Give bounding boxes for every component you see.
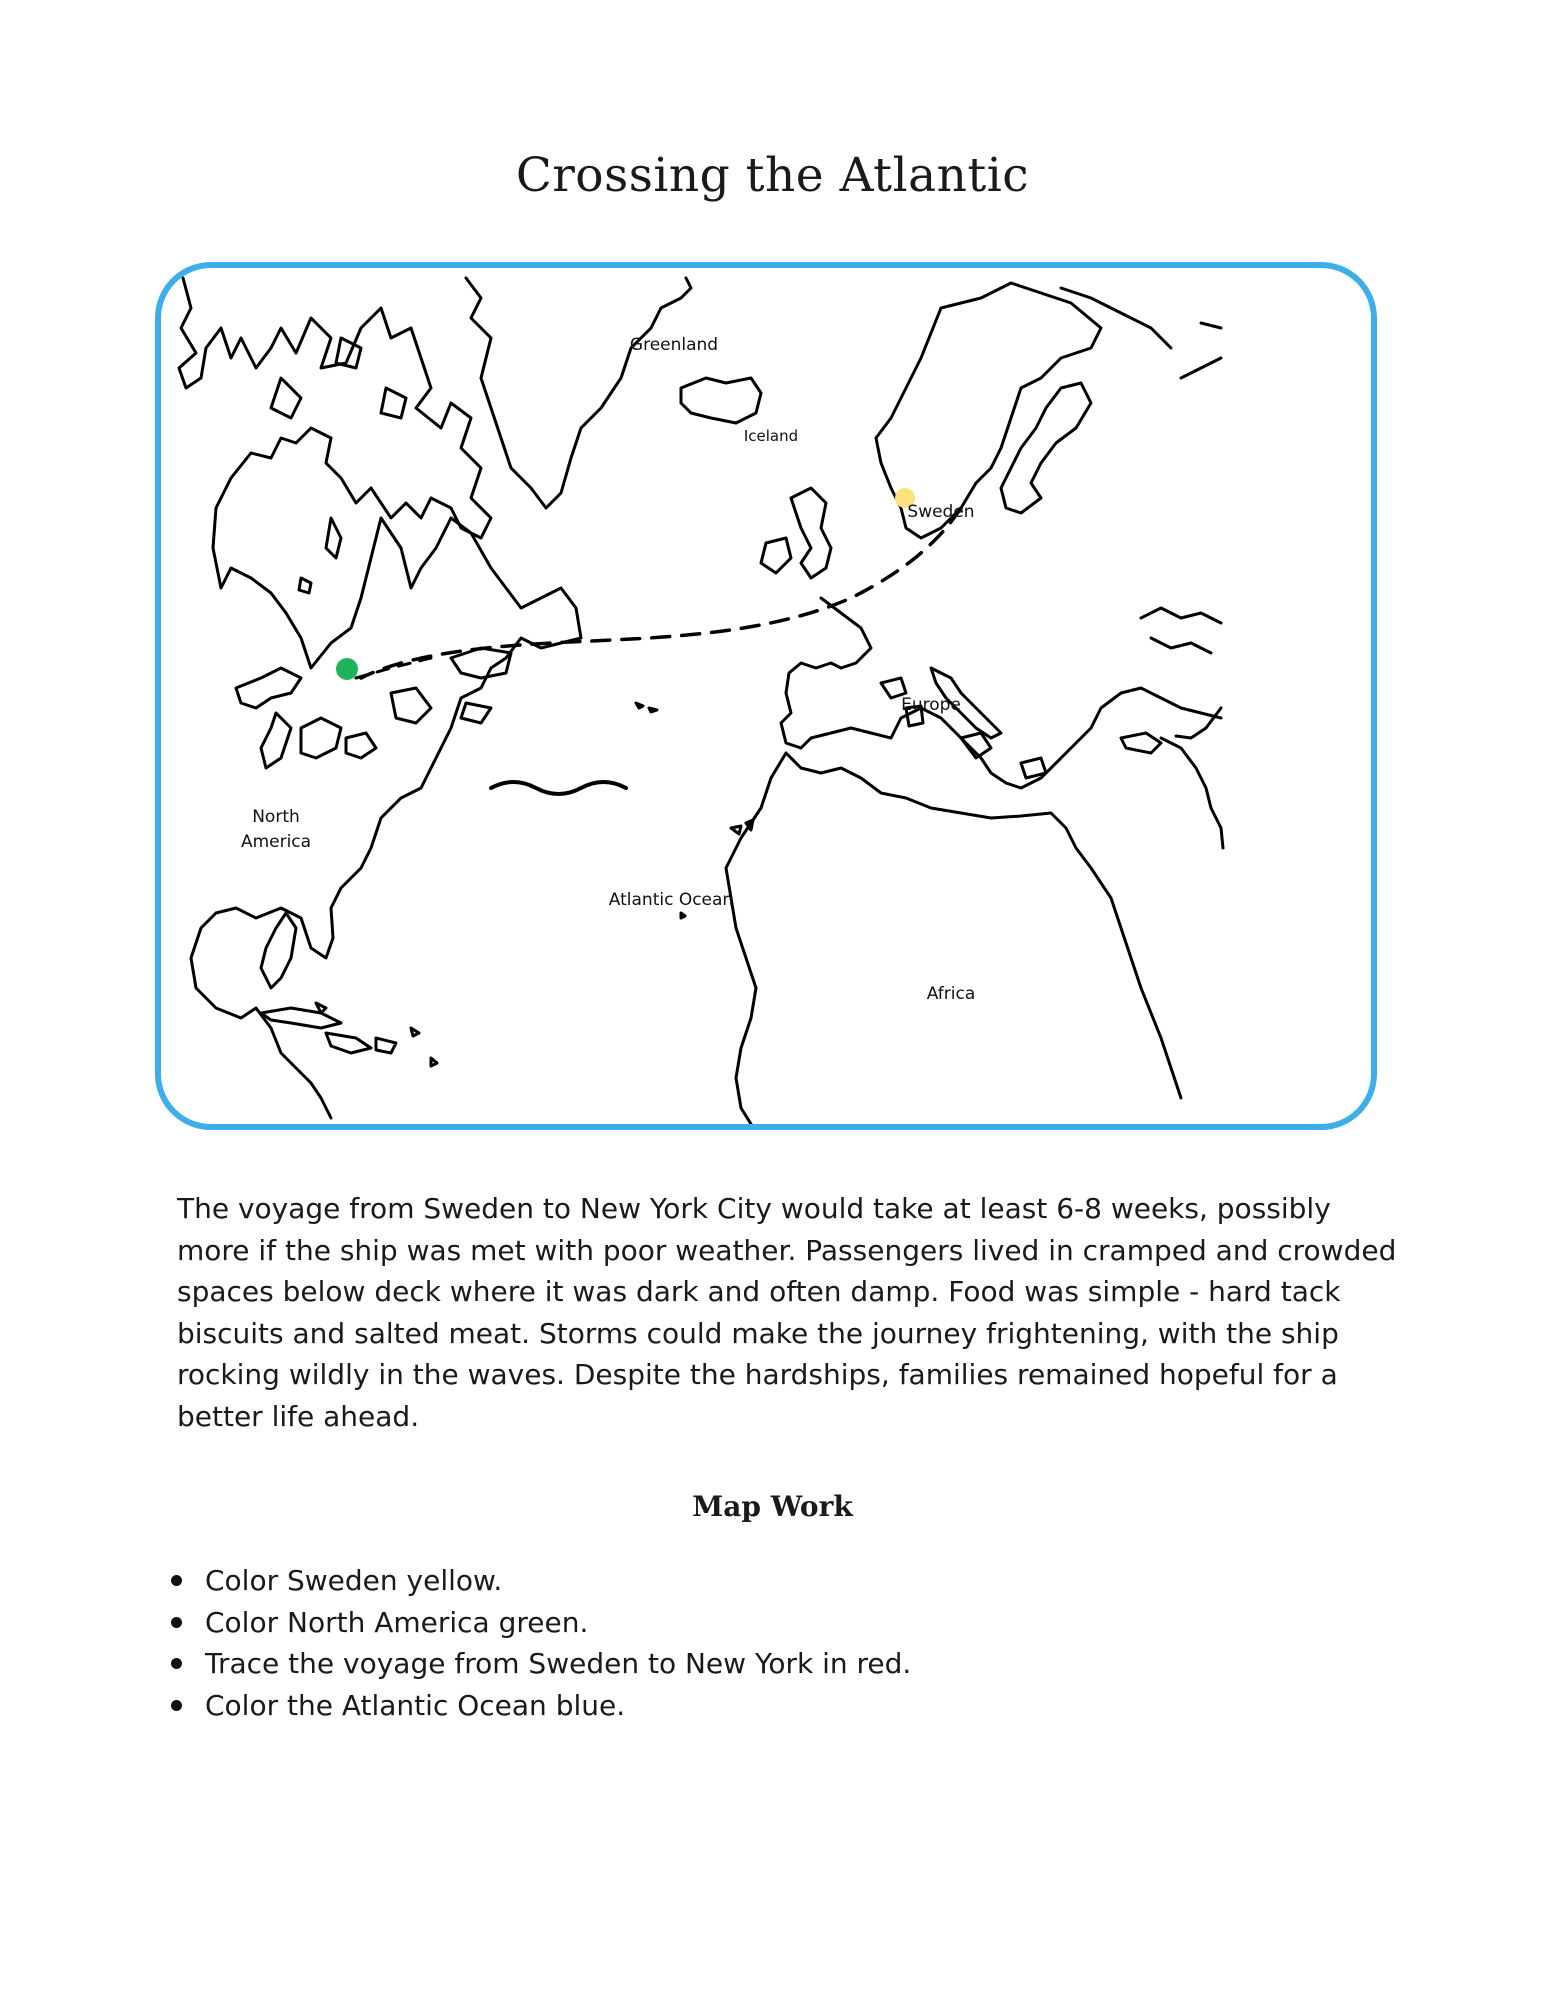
eastern-europe-outline <box>1141 608 1221 653</box>
task-text: Color North America green. <box>205 1605 589 1639</box>
atlantic-map <box>155 262 1377 1130</box>
british-isles-outline <box>761 488 831 578</box>
task-item <box>170 1560 911 1602</box>
map-work-title: Map Work <box>692 1490 853 1523</box>
label-africa: Africa <box>926 984 976 1004</box>
atlantic-ocean-wave <box>491 782 626 794</box>
greenland-outline <box>466 278 691 508</box>
task-item <box>170 1685 911 1727</box>
label-north-america-line1: North <box>252 807 300 827</box>
new-york-marker <box>336 658 358 680</box>
great-lakes-outline <box>236 668 376 768</box>
arctic-islands-outline <box>271 338 406 593</box>
caribbean-outline <box>261 913 437 1066</box>
europe-outline <box>781 598 1221 788</box>
label-iceland: Iceland <box>743 427 799 445</box>
task-text: Color the Atlantic Ocean blue. <box>205 1688 626 1722</box>
voyage-description: The voyage from Sweden to New York City would take at least 6-8 weeks, possibly more if the ship was met with poor weather. Passengers lived in cramped and crowded spaces below deck where it was dark and often damp. Food was simple - hard tack biscuits and salted meat. Storms could make the journey frightening, with the ship rocking wildly in the waves. Despite the hardships, families remained hopeful for a better life ahead. <box>177 1192 1397 1433</box>
map-outline-drawing <box>161 268 1371 1124</box>
africa-outline <box>726 753 1181 1124</box>
label-europe: Europe <box>901 695 961 715</box>
voyage-route <box>361 508 961 678</box>
russia-outline <box>1061 288 1221 378</box>
middle-east-outline <box>1161 708 1223 848</box>
maritime-outline <box>391 648 511 723</box>
task-text: Color Sweden yellow. <box>205 1564 503 1597</box>
label-atlantic-ocean: Atlantic Ocean <box>608 890 734 910</box>
page-title: Crossing the Atlantic <box>515 148 1030 203</box>
label-north-america <box>216 805 336 855</box>
atlantic-islands-outline <box>636 703 753 918</box>
voyage-route-branch <box>356 658 431 678</box>
map-work-task-list <box>170 1560 911 1726</box>
task-text: Trace the voyage from Sweden to New York in red. <box>205 1647 912 1680</box>
bullet-icon <box>171 1617 182 1628</box>
bullet-icon <box>171 1658 182 1669</box>
bullet-icon <box>171 1575 182 1586</box>
iceland-outline <box>681 378 761 423</box>
task-item <box>170 1643 911 1685</box>
label-north-america-line2: America <box>240 832 312 852</box>
label-greenland: Greenland <box>629 335 719 355</box>
bullet-icon <box>171 1700 182 1711</box>
task-item <box>170 1602 911 1644</box>
label-sweden: Sweden <box>907 502 975 522</box>
